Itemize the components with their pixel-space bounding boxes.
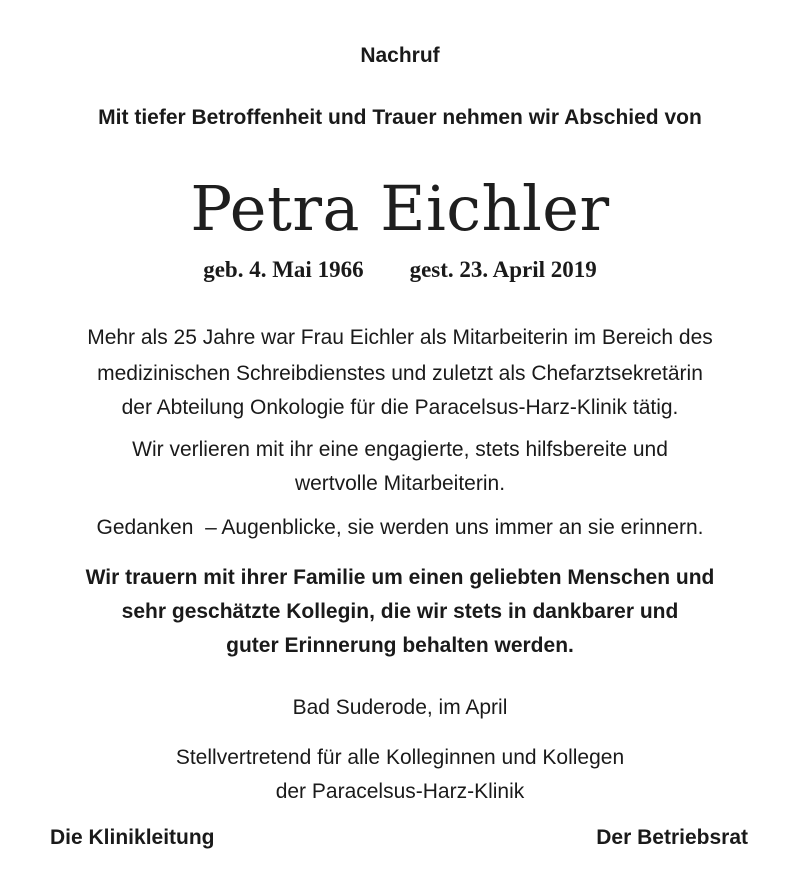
signature-clinic-management: Die Klinikleitung bbox=[50, 826, 215, 849]
on-behalf-line2: der Paracelsus-Harz-Klinik bbox=[275, 780, 525, 803]
mourning-line3: guter Erinnerung behalten werden. bbox=[226, 634, 574, 657]
paragraph1-line2: medizinischen Schreibdienstes und zuletzt als Chefarztsekretärin bbox=[97, 362, 703, 385]
paragraph1-line3: der Abteilung Onkologie für die Paracelsus-Harz-Klinik tätig. bbox=[121, 396, 679, 419]
paragraph3: Gedanken – Augenblicke, sie werden uns immer an sie erinnern. bbox=[96, 516, 704, 539]
death-date: gest. 23. April 2019 bbox=[409, 257, 597, 282]
place-date: Bad Suderode, im April bbox=[292, 696, 508, 719]
intro-line: Mit tiefer Betroffenheit und Trauer nehmen wir Abschied von bbox=[98, 106, 702, 129]
on-behalf-line1: Stellvertretend für alle Kolleginnen und Kollegen bbox=[175, 746, 625, 769]
life-dates bbox=[0, 257, 800, 283]
paragraph1-line1: Mehr als 25 Jahre war Frau Eichler als Mitarbeiterin im Bereich des bbox=[87, 326, 713, 349]
birth-date: geb. 4. Mai 1966 bbox=[203, 257, 364, 282]
paragraph2-line1: Wir verlieren mit ihr eine engagierte, stets hilfsbereite und bbox=[132, 438, 668, 461]
mourning-line2: sehr geschätzte Kollegin, die wir stets in dankbarer und bbox=[121, 600, 679, 623]
paragraph2-line2: wertvolle Mitarbeiterin. bbox=[294, 472, 506, 495]
notice-heading: Nachruf bbox=[360, 44, 440, 67]
mourning-line1: Wir trauern mit ihrer Familie um einen geliebten Menschen und bbox=[85, 566, 715, 589]
signature-works-council: Der Betriebsrat bbox=[596, 826, 748, 849]
deceased-name: Petra Eichler bbox=[190, 172, 610, 245]
